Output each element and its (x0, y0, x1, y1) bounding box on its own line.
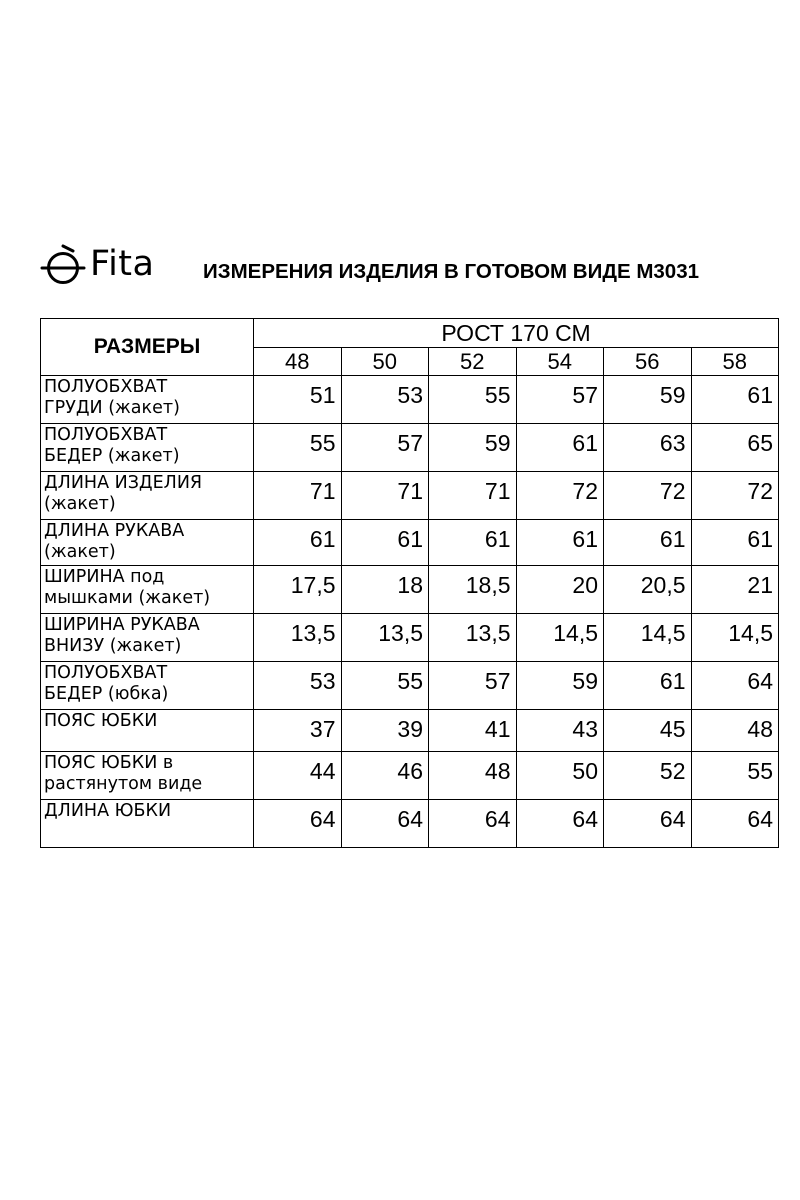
table-cell: 39 (341, 710, 429, 752)
table-cell: 13,5 (254, 614, 342, 662)
table-cell: 64 (516, 800, 604, 848)
table-cell: 61 (516, 424, 604, 472)
table-row (41, 520, 779, 566)
row-label: ПОЛУОБХВАТ БЕДЕР (жакет) (41, 424, 254, 472)
row-label: ПОЯС ЮБКИ в растянутом виде (41, 752, 254, 800)
table-cell: 18,5 (429, 566, 517, 614)
table-cell: 53 (254, 662, 342, 710)
size-header-54: 54 (516, 348, 604, 376)
size-header-52: 52 (429, 348, 517, 376)
table-cell: 45 (604, 710, 692, 752)
table-cell: 72 (691, 472, 779, 520)
sizes-header: РАЗМЕРЫ (41, 319, 254, 376)
brand-name: Fita (90, 244, 155, 284)
row-label: ДЛИНА РУКАВА (жакет) (41, 520, 254, 566)
page-title: ИЗМЕРЕНИЯ ИЗДЕЛИЯ В ГОТОВОМ ВИДЕ М3031 (203, 260, 700, 283)
table-cell: 14,5 (691, 614, 779, 662)
table-cell: 61 (604, 662, 692, 710)
table-cell: 13,5 (429, 614, 517, 662)
table-cell: 72 (516, 472, 604, 520)
size-header-48: 48 (254, 348, 342, 376)
table-cell: 72 (604, 472, 692, 520)
table-cell: 61 (691, 376, 779, 424)
table-cell: 52 (604, 752, 692, 800)
height-header: РОСТ 170 СМ (254, 319, 779, 348)
table-cell: 71 (254, 472, 342, 520)
table-cell: 18 (341, 566, 429, 614)
table-cell: 48 (429, 752, 517, 800)
fita-logo-icon (40, 241, 86, 287)
table-cell: 57 (516, 376, 604, 424)
row-label: ПОЯС ЮБКИ (41, 710, 254, 752)
table-row (41, 424, 779, 472)
table-cell: 59 (429, 424, 517, 472)
table-cell: 55 (341, 662, 429, 710)
table-row (41, 376, 779, 424)
table-cell: 53 (341, 376, 429, 424)
table-cell: 44 (254, 752, 342, 800)
table-cell: 61 (691, 520, 779, 566)
row-label: ДЛИНА ИЗДЕЛИЯ (жакет) (41, 472, 254, 520)
table-cell: 64 (691, 662, 779, 710)
table-row (41, 566, 779, 614)
table-cell: 71 (429, 472, 517, 520)
size-header-56: 56 (604, 348, 692, 376)
table-cell: 65 (691, 424, 779, 472)
table-cell: 61 (341, 520, 429, 566)
table-cell: 61 (516, 520, 604, 566)
size-header-50: 50 (341, 348, 429, 376)
size-chart-table (40, 318, 779, 848)
table-cell: 55 (254, 424, 342, 472)
table-cell: 21 (691, 566, 779, 614)
brand-logo (40, 238, 154, 290)
table-header-row (41, 319, 779, 348)
row-label: ПОЛУОБХВАТ ГРУДИ (жакет) (41, 376, 254, 424)
table-cell: 61 (429, 520, 517, 566)
table-row (41, 752, 779, 800)
table-cell: 20,5 (604, 566, 692, 614)
table-cell: 61 (254, 520, 342, 566)
table-cell: 64 (429, 800, 517, 848)
table-cell: 46 (341, 752, 429, 800)
table-cell: 64 (341, 800, 429, 848)
table-cell: 57 (341, 424, 429, 472)
document-header (40, 238, 760, 298)
table-cell: 57 (429, 662, 517, 710)
table-cell: 20 (516, 566, 604, 614)
table-cell: 71 (341, 472, 429, 520)
table-cell: 64 (254, 800, 342, 848)
table-row (41, 614, 779, 662)
table-cell: 64 (604, 800, 692, 848)
table-row (41, 800, 779, 848)
table-cell: 59 (516, 662, 604, 710)
table-row (41, 472, 779, 520)
table-cell: 61 (604, 520, 692, 566)
table-cell: 64 (691, 800, 779, 848)
table-cell: 48 (691, 710, 779, 752)
table-cell: 43 (516, 710, 604, 752)
row-label: ШИРИНА под мышками (жакет) (41, 566, 254, 614)
size-header-58: 58 (691, 348, 779, 376)
table-cell: 50 (516, 752, 604, 800)
table-cell: 17,5 (254, 566, 342, 614)
table-cell: 37 (254, 710, 342, 752)
table-cell: 51 (254, 376, 342, 424)
row-label: ДЛИНА ЮБКИ (41, 800, 254, 848)
table-row (41, 710, 779, 752)
row-label: ПОЛУОБХВАТ БЕДЕР (юбка) (41, 662, 254, 710)
table-cell: 41 (429, 710, 517, 752)
table-cell: 55 (429, 376, 517, 424)
table-cell: 13,5 (341, 614, 429, 662)
table-cell: 14,5 (604, 614, 692, 662)
table-cell: 63 (604, 424, 692, 472)
table-cell: 59 (604, 376, 692, 424)
table-row (41, 662, 779, 710)
table-cell: 14,5 (516, 614, 604, 662)
row-label: ШИРИНА РУКАВА ВНИЗУ (жакет) (41, 614, 254, 662)
table-cell: 55 (691, 752, 779, 800)
